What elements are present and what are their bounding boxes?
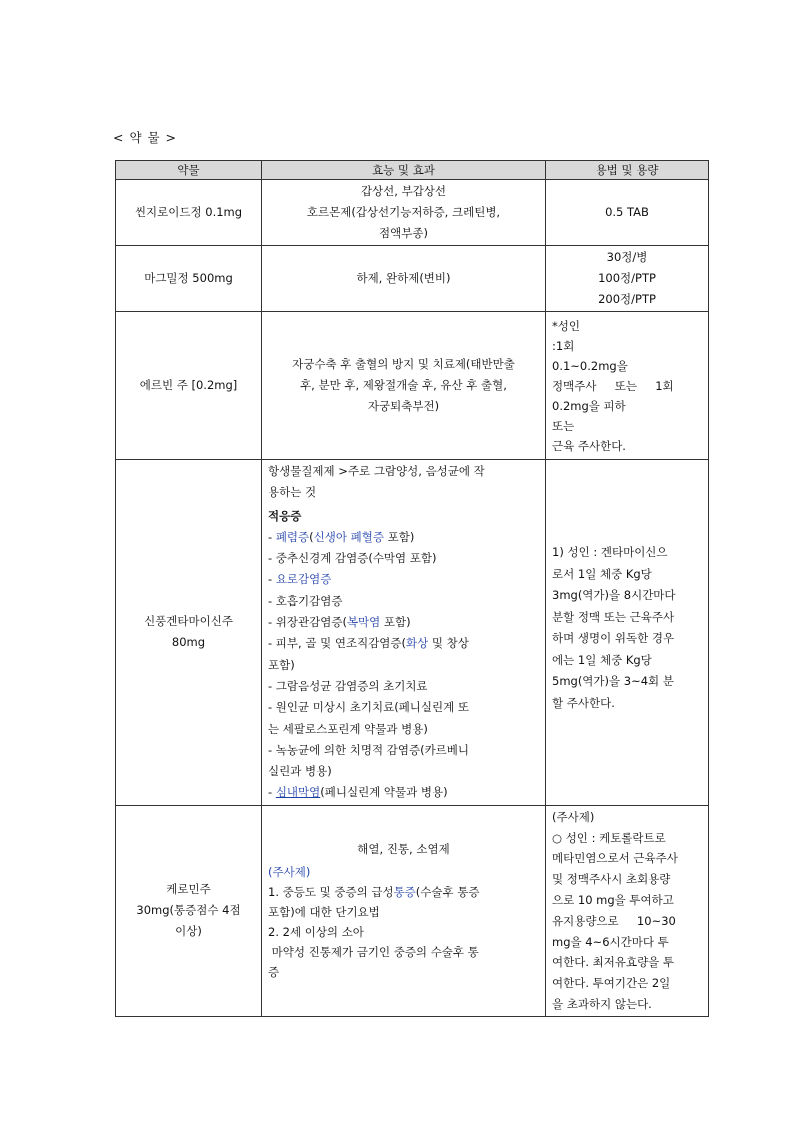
dosage-line: 또는 bbox=[552, 418, 575, 433]
effect-line: 자궁수축 후 출혈의 방지 및 치료제(태반만출 bbox=[292, 357, 515, 371]
effect-line: 증 bbox=[268, 965, 280, 980]
effect-cell bbox=[262, 460, 546, 806]
effect-line: 마약성 진통제가 금기인 중증의 수술후 통 bbox=[268, 945, 479, 960]
dosage-line: mg을 4~6시간마다 투 bbox=[552, 934, 669, 949]
dosage-line: 200정/PTP bbox=[598, 292, 656, 306]
table-row bbox=[116, 312, 709, 460]
effect-line: 자궁퇴축부전) bbox=[367, 399, 440, 413]
dosage-line: 로서 1일 체중 Kg당 bbox=[552, 566, 652, 581]
effect-line: 포함)에 대한 단기요법 bbox=[268, 905, 380, 920]
header-effect: 효능 및 효과 bbox=[262, 161, 546, 180]
drug-name-line: 30mg(통증점수 4점 bbox=[136, 903, 241, 918]
page-title: < 약 물 > bbox=[113, 130, 178, 145]
dosage-line: 0.1~0.2mg을 bbox=[552, 358, 628, 373]
drug-name bbox=[116, 460, 262, 806]
effect-line: 1. 중등도 및 중증의 급성통증(수술후 통증 bbox=[268, 885, 480, 900]
indications-heading: 적응증 bbox=[268, 508, 302, 523]
effect-line: 호르몬제(갑상선기능저하증, 크레틴병, bbox=[306, 205, 501, 219]
drug-name: 마그밀정 500mg bbox=[116, 246, 262, 312]
effect-intro-line: 항생물질제제 >주로 그람양성, 음성균에 작 bbox=[268, 464, 485, 478]
dosage-cell bbox=[546, 805, 709, 1016]
table-row bbox=[116, 805, 709, 1016]
dosage-line: 5mg(역가)을 3~4회 분 bbox=[552, 674, 674, 688]
dosage-line: 유지용량으로 10~30 bbox=[552, 913, 676, 928]
drug-name bbox=[116, 805, 262, 1016]
indication-item: - 호흡기감염증 bbox=[268, 593, 343, 608]
indication-item-cont: 실린과 병용) bbox=[268, 764, 332, 779]
table-row bbox=[116, 460, 709, 806]
drug-name-line: 케로민주 bbox=[166, 882, 211, 897]
drug-name: 에르빈 주 [0.2mg] bbox=[116, 312, 262, 460]
effect-cell bbox=[262, 805, 546, 1016]
indication-item: - 원인균 미상시 초기치료(페니실린계 또 bbox=[268, 700, 470, 715]
dosage-line: :1회 bbox=[552, 338, 575, 353]
dosage-line: (주사제) bbox=[552, 809, 595, 824]
drug-name-line: 80mg bbox=[171, 635, 206, 650]
table-row bbox=[116, 246, 709, 312]
dosage-line: 에는 1일 체중 Kg당 bbox=[552, 652, 652, 667]
dosage-line: 정맥주사 또는 1회 bbox=[552, 378, 674, 393]
dosage-line: 여한다. 최저유효량을 투 bbox=[552, 955, 675, 970]
dosage-line: 100정/PTP bbox=[598, 271, 656, 285]
dosage-line: 으로 10 mg을 투여하고 bbox=[552, 892, 674, 907]
effect-sub: (주사제) bbox=[268, 865, 311, 880]
dosage-line: 30정/병 bbox=[606, 250, 648, 264]
effect-intro-line: 용하는 것 bbox=[268, 485, 317, 500]
drug-name: 씬지로이드정 0.1mg bbox=[116, 180, 262, 246]
effect-line: 2. 2세 이상의 소아 bbox=[268, 925, 364, 940]
dosage-line: ○ 성인 : 케토롤락트로 bbox=[552, 830, 666, 845]
indication-item: - 위장관감염증(복막염 포함) bbox=[268, 615, 411, 630]
dosage-line: 근육 주사한다. bbox=[552, 438, 626, 453]
header-drug: 약물 bbox=[116, 161, 262, 180]
effect-cell bbox=[262, 312, 546, 460]
drug-name-line: 신풍겐타마이신주 bbox=[144, 614, 233, 629]
indication-item: - 심내막염(페니실린계 약물과 병용) bbox=[268, 785, 448, 800]
effect-cell bbox=[262, 180, 546, 246]
drug-table bbox=[115, 160, 709, 1017]
dosage-cell bbox=[546, 312, 709, 460]
dosage-line: 0.2mg을 피하 bbox=[552, 398, 626, 413]
dosage-cell: 0.5 TAB bbox=[546, 180, 709, 246]
header-row bbox=[116, 161, 709, 180]
indication-item-cont: 포함) bbox=[268, 657, 295, 672]
effect-line: 갑상선, 부갑상선 bbox=[360, 184, 447, 198]
dosage-line: 1) 성인 : 겐타마이신으 bbox=[552, 545, 668, 559]
dosage-line: 여한다. 투여기간은 2일 bbox=[552, 976, 671, 991]
indication-item-cont: 는 세팔로스포린계 약물과 병용) bbox=[268, 721, 428, 736]
header-dosage: 용법 및 용량 bbox=[546, 161, 709, 180]
effect-title: 해열, 진통, 소염제 bbox=[357, 842, 450, 857]
indication-item: - 폐렴증(신생아 폐혈증 포함) bbox=[268, 529, 415, 544]
dosage-line: 할 주사한다. bbox=[552, 695, 615, 710]
table-row bbox=[116, 180, 709, 246]
indication-item: - 녹농균에 의한 치명적 감염증(카르베니 bbox=[268, 742, 470, 757]
effect-line: 후, 분만 후, 제왕절개술 후, 유산 후 출혈, bbox=[300, 378, 507, 392]
indication-item: - 피부, 골 및 연조직감염증(화상 및 창상 bbox=[268, 636, 469, 651]
dosage-line: *성인 bbox=[552, 318, 580, 333]
indication-item: - 그람음성균 감염증의 초기치료 bbox=[268, 678, 428, 693]
indication-item: - 요로감염증 bbox=[268, 572, 332, 587]
effect-line: 점액부종) bbox=[379, 226, 428, 240]
dosage-cell bbox=[546, 246, 709, 312]
dosage-line: 3mg(역가)을 8시간마다 bbox=[552, 588, 676, 602]
dosage-line: 분할 정맥 또는 근육주사 bbox=[552, 609, 675, 624]
dosage-line: 및 정맥주사시 초회용량 bbox=[552, 872, 671, 887]
effect-cell: 하제, 완하제(변비) bbox=[262, 246, 546, 312]
indication-item: - 중추신경계 감염증(수막염 포함) bbox=[268, 551, 437, 566]
drug-name-line: 이상) bbox=[175, 924, 202, 939]
dosage-line: 하며 생명이 위독한 경우 bbox=[552, 631, 675, 645]
dosage-cell bbox=[546, 460, 709, 806]
dosage-line: 을 초과하지 않는다. bbox=[552, 996, 652, 1011]
dosage-line: 메타민염으로서 근육주사 bbox=[552, 851, 678, 866]
